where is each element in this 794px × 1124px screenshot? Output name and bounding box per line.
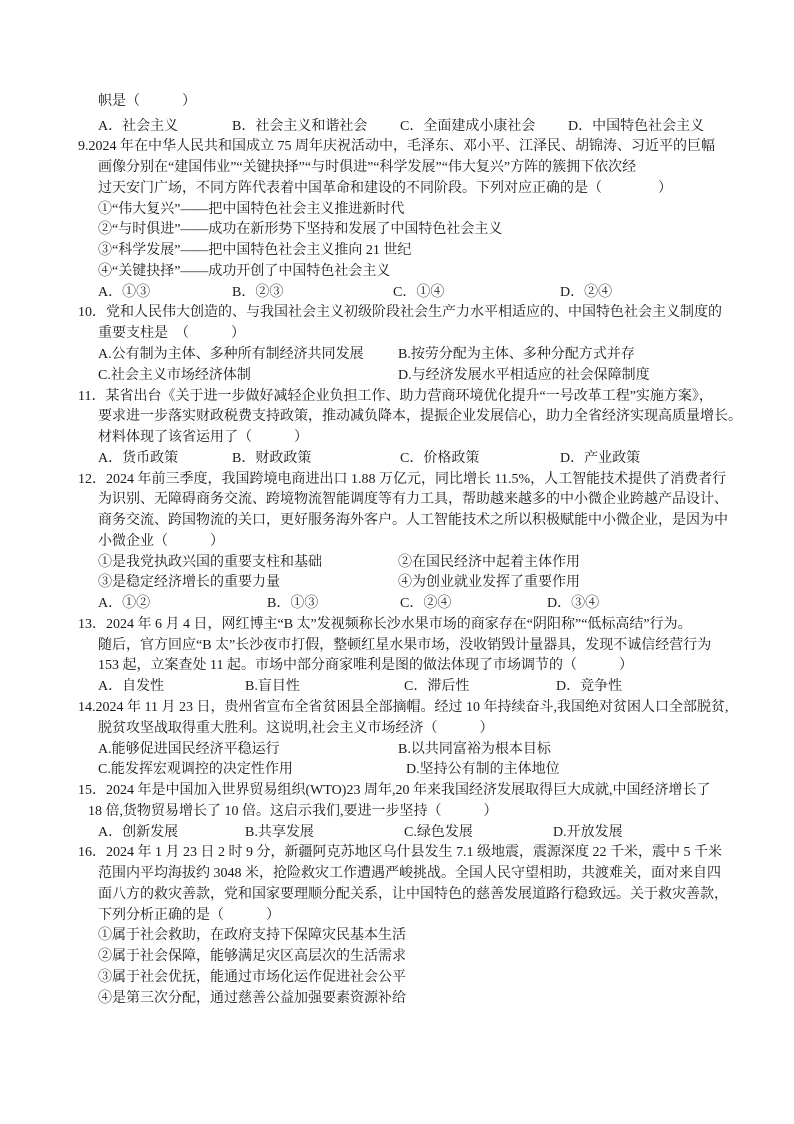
option-a: A.能够促进国民经济平稳运行 (98, 741, 280, 757)
question-stem-line: 小微企业（ ） (98, 533, 224, 549)
question-stem-line: 面八方的救灾善款，党和国家要理顺分配关系，让中国特色的慈善发展道路行稳致远。关于救灾善款， (98, 886, 728, 902)
option-b: B．社会主义和谐社会 (232, 118, 368, 134)
question-stem-line: 范围内平均海拔约 3048 米，抢险救灾工作遭遇严峻挑战。全国人民守望相助，共渡难关，面对来自四 (98, 866, 721, 882)
option-b: B．②③ (232, 284, 284, 300)
option-b: B．①③ (267, 596, 319, 612)
option-b: B.以共同富裕为根本目标 (398, 741, 551, 757)
options-row (78, 345, 738, 366)
question-stem-line: 13．2024 年 6 月 4 日，网红博主“B 太”发视频称长沙水果市场的商家存在“阴阳称”“低标高结”行为。 (78, 616, 692, 632)
options-row (78, 677, 738, 698)
question-stem-line: 18 倍,货物贸易增长了 10 倍。这启示我们,要进一步坚持（ ） (88, 803, 498, 819)
question-8 (78, 92, 738, 138)
question-stem-line: 10．党和人民伟大创造的、与我国社会主义初级阶段社会生产力水平相适应的、中国特色社会主义制度的 (78, 305, 722, 321)
question-9 (78, 137, 738, 303)
options-row (78, 823, 738, 844)
options-row (78, 760, 738, 781)
options-row (78, 449, 738, 470)
question-14 (78, 698, 738, 781)
question-11 (78, 387, 742, 470)
options-row (78, 117, 738, 138)
option-c: C．价格政策 (400, 450, 480, 466)
option-c: C．全面建成小康社会 (400, 118, 536, 134)
question-15 (78, 781, 738, 843)
question-stem-line: 帜是（ ） (98, 93, 196, 109)
question-stem-line: 153 起，立案查处 11 起。市场中部分商家唯利是图的做法体现了市场调节的（ ） (98, 658, 633, 674)
option-d: D.坚持公有制的主体地位 (406, 762, 560, 778)
question-list (78, 92, 742, 1010)
statement-1: ①“伟大复兴”——把中国特色社会主义推进新时代 (98, 201, 405, 217)
statement-4: ④“关键抉择”——成功开创了中国特色社会主义 (98, 263, 391, 279)
question-stem-line: 脱贫攻坚战取得重大胜利。这说明,社会主义市场经济（ ） (98, 720, 494, 736)
option-d: D．②④ (560, 284, 613, 300)
option-d: D．③④ (547, 596, 600, 612)
option-c: C．滞后性 (404, 679, 470, 695)
statement-2: ②在国民经济中起着主体作用 (398, 554, 580, 570)
question-stem-line: 过天安门广场，不同方阵代表着中国革命和建设的不同阶段。下列对应正确的是（ ） (98, 180, 672, 196)
question-stem-line: 下列分析正确的是（ ） (98, 907, 280, 923)
question-stem-line: 11．某省出台《关于进一步做好减轻企业负担工作、助力营商环境优化提升“一号改革工程”实施方案》， (78, 388, 713, 404)
option-c: C.社会主义市场经济体制 (98, 367, 251, 383)
question-10 (78, 303, 738, 386)
option-b: B.共享发展 (245, 824, 314, 840)
statement-2: ②“与时俱进”——成功在新形势下坚持和发展了中国特色社会主义 (98, 222, 503, 238)
option-d: D.与经济发展水平相适应的社会保障制度 (398, 367, 650, 383)
option-c: C.绿色发展 (404, 824, 473, 840)
statement-1: ①是我党执政兴国的重要支柱和基础 (98, 554, 322, 570)
statements-row (78, 573, 738, 594)
option-d: D．中国特色社会主义 (568, 118, 705, 134)
option-a: A．创新发展 (98, 824, 179, 840)
option-b: B．财政政策 (232, 450, 312, 466)
question-13 (78, 615, 738, 698)
question-stem-line: 随后，官方回应“B 太”长沙夜市打假，整顿红星水果市场，没收销毁计量器具，发现不诚信经营行为 (98, 637, 712, 653)
statement-4: ④为创业就业发挥了重要作用 (398, 575, 580, 591)
option-a: A．货币政策 (98, 450, 179, 466)
option-d: D．产业政策 (560, 450, 641, 466)
option-b: B.按劳分配为主体、多种分配方式并存 (398, 346, 635, 362)
statements-row (78, 553, 738, 574)
options-row (78, 594, 738, 615)
option-c: C．②④ (400, 596, 452, 612)
question-stem-line: 9.2024 年在中华人民共和国成立 75 周年庆祝活动中，毛泽东、邓小平、江泽民、胡锦涛、习近平的巨幅 (78, 139, 715, 155)
option-a: A．自发性 (98, 679, 165, 695)
option-b: B.盲目性 (245, 679, 300, 695)
statement-1: ①属于社会救助，在政府支持下保障灾民基本生活 (98, 928, 406, 944)
question-stem-line: 12．2024 年前三季度，我国跨境电商进出口 1.88 万亿元，同比增长 11.5%，人工智能技术提供了消费者行 (78, 471, 727, 487)
statement-2: ②属于社会保障，能够满足灾区高层次的生活需求 (98, 949, 406, 965)
question-12 (78, 470, 738, 615)
question-stem-line: 为识别、无障碍商务交流、跨境物流智能调度等有力工具，帮助越来越多的中小微企业跨越产品设计、 (98, 492, 728, 508)
question-stem-line: 14.2024 年 11 月 23 日，贵州省宣布全省贫困县全部摘帽。经过 10 年持续奋斗,我国绝对贫困人口全部脱贫, (78, 699, 729, 715)
statement-3: ③是稳定经济增长的重要力量 (98, 575, 280, 591)
option-a: A.公有制为主体、多种所有制经济共同发展 (98, 346, 364, 362)
question-stem-line: 16．2024 年 1 月 23 日 2 时 9 分，新疆阿克苏地区乌什县发生 7.1 级地震，震源深度 22 千米，震中 5 千米 (78, 845, 722, 861)
statement-4: ④是第三次分配，通过慈善公益加强要素资源补给 (98, 990, 406, 1006)
statement-3: ③“科学发展”——把中国特色社会主义推向 21 世纪 (98, 243, 412, 259)
question-stem-line: 15．2024 年是中国加入世界贸易组织(WTO)23 周年,20 年来我国经济发展取得巨大成就,中国经济增长了 (78, 783, 711, 799)
question-stem-line: 商务交流、跨国物流的关口，更好服务海外客户。人工智能技术之所以积极赋能中小微企业，是因为中 (98, 513, 728, 529)
option-a: A．①③ (98, 284, 151, 300)
options-row (78, 740, 738, 761)
question-16 (78, 843, 738, 1009)
option-a: A．社会主义 (98, 118, 179, 134)
question-stem-line: 要求进一步落实财政税费支持政策，推动减负降本，提振企业发展信心，助力全省经济实现高质量增长。 (98, 409, 742, 425)
options-row (78, 283, 738, 304)
option-c: C．①④ (393, 284, 445, 300)
question-stem-line: 重要支柱是 （ ） (98, 326, 245, 342)
option-a: A．①② (98, 596, 151, 612)
option-c: C.能发挥宏观调控的决定性作用 (98, 762, 293, 778)
option-d: D．竞争性 (556, 679, 623, 695)
options-row (78, 366, 738, 387)
statement-3: ③属于社会优抚，能通过市场化运作促进社会公平 (98, 969, 406, 985)
question-stem-line: 材料体现了该省运用了（ ） (98, 430, 308, 446)
question-stem-line: 画像分别在“建国伟业”“关键抉择”“与时俱进”“科学发展”“伟大复兴”方阵的簇拥下依次经 (98, 160, 637, 176)
option-d: D.开放发展 (553, 824, 623, 840)
